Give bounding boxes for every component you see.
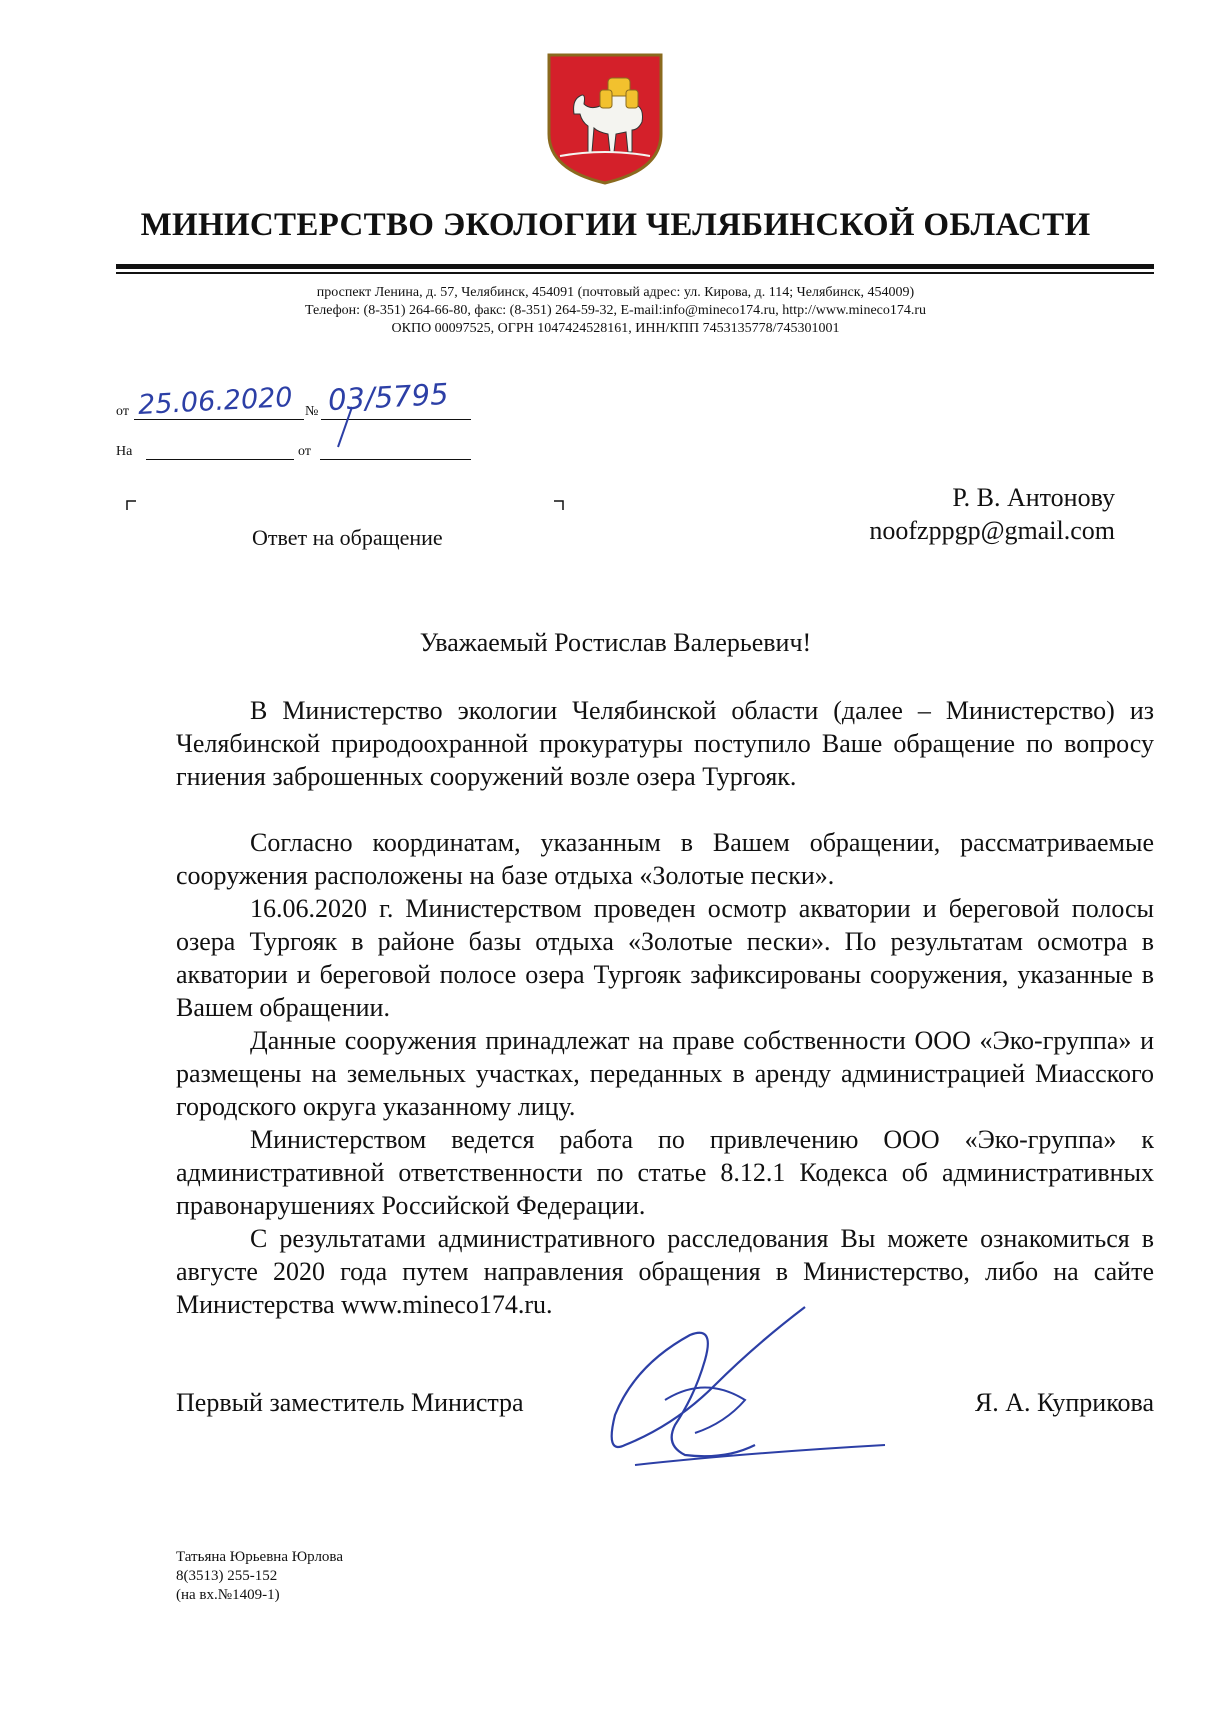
salutation: Уважаемый Ростислав Валерьевич! [419,628,812,657]
executor-name: Татьяна Юрьевна Юрлова [176,1549,343,1565]
header-divider-thin [116,272,1154,274]
signer-title: Первый заместитель Министра [176,1388,524,1417]
body-paragraph: С результатами административного расследования Вы можете ознакомиться в августе 2020 года путем направления обращения в Министерство, либо на сайте Министерства www.mineco174.ru. [176,1224,1154,1319]
body-paragraph: Министерством ведется работа по привлечению ООО «Эко-группа» к административной ответственности по статье 8.12.1 Кодекса об административных правонарушениях Российской Федерации. [176,1125,1154,1220]
incoming-reference: (на вх.№1409-1) [176,1587,280,1603]
body-paragraph: Согласно координатам, указанным в Вашем обращении, рассматриваемые сооружения расположены на базе отдыха «Золотые пески». [176,828,1154,890]
handwritten-number: 03/5795 [327,376,450,418]
header-divider [116,264,1154,269]
signer-name: Я. А. Куприкова [974,1388,1154,1417]
incoming-date-line [320,459,471,460]
incoming-label: На [116,444,133,459]
date-label: от [116,404,129,419]
executor-phone: 8(3513) 255-152 [176,1568,278,1584]
number-label: № [305,404,319,419]
handwriting-stroke [330,405,360,450]
addressee-email: noofzppgp@gmail.com [869,516,1115,545]
body-paragraph: 16.06.2020 г. Министерством проведен осмотр акватории и береговой полосы озера Тургояк в районе базы отдыха «Золотые пески». По результатам осмотра в акватории и береговой полосе озера Тургояк зафиксированы сооружения, указанные в Вашем обращении. [176,894,1154,1022]
chelyabinsk-coat-of-arms-icon [546,52,664,186]
contact-address: проспект Ленина, д. 57, Челябинск, 454091 (почтовый адрес: ул. Кирова, д. 114; Челябинск, 454009) [316,285,915,300]
contact-phone-email: Телефон: (8-351) 264-66-80, факс: (8-351) 264-59-32, E-mail:info@mineco174.ru, http://www.mineco174.ru [304,303,927,318]
incoming-date-label: от [298,444,311,459]
body-paragraph: Данные сооружения принадлежат на праве собственности ООО «Эко-группа» и размещены на земельных участках, переданных в аренду администрацией Миасского городского округа указанному лицу. [176,1026,1154,1121]
ministry-name: МИНИСТЕРСТВО ЭКОЛОГИИ ЧЕЛЯБИНСКОЙ ОБЛАСТИ [140,207,1091,243]
bracket-top-left [126,500,136,510]
subject-line: Ответ на обращение [252,525,443,550]
incoming-number-line [146,459,294,460]
handwritten-signature [595,1305,895,1475]
contact-registry-codes: ОКПО 00097525, ОГРН 1047424528161, ИНН/КПП 7453135778/745301001 [391,321,840,336]
body-paragraph: В Министерство экологии Челябинской области (далее – Министерство) из Челябинской природоохранной прокуратуры поступило Ваше обращение по вопросу гниения заброшенных сооружений возле озера Тургояк. [176,696,1154,791]
handwritten-date: 25.06.2020 [137,381,294,422]
bracket-top-right [554,500,564,510]
addressee-name: Р. В. Антонову [952,483,1115,512]
